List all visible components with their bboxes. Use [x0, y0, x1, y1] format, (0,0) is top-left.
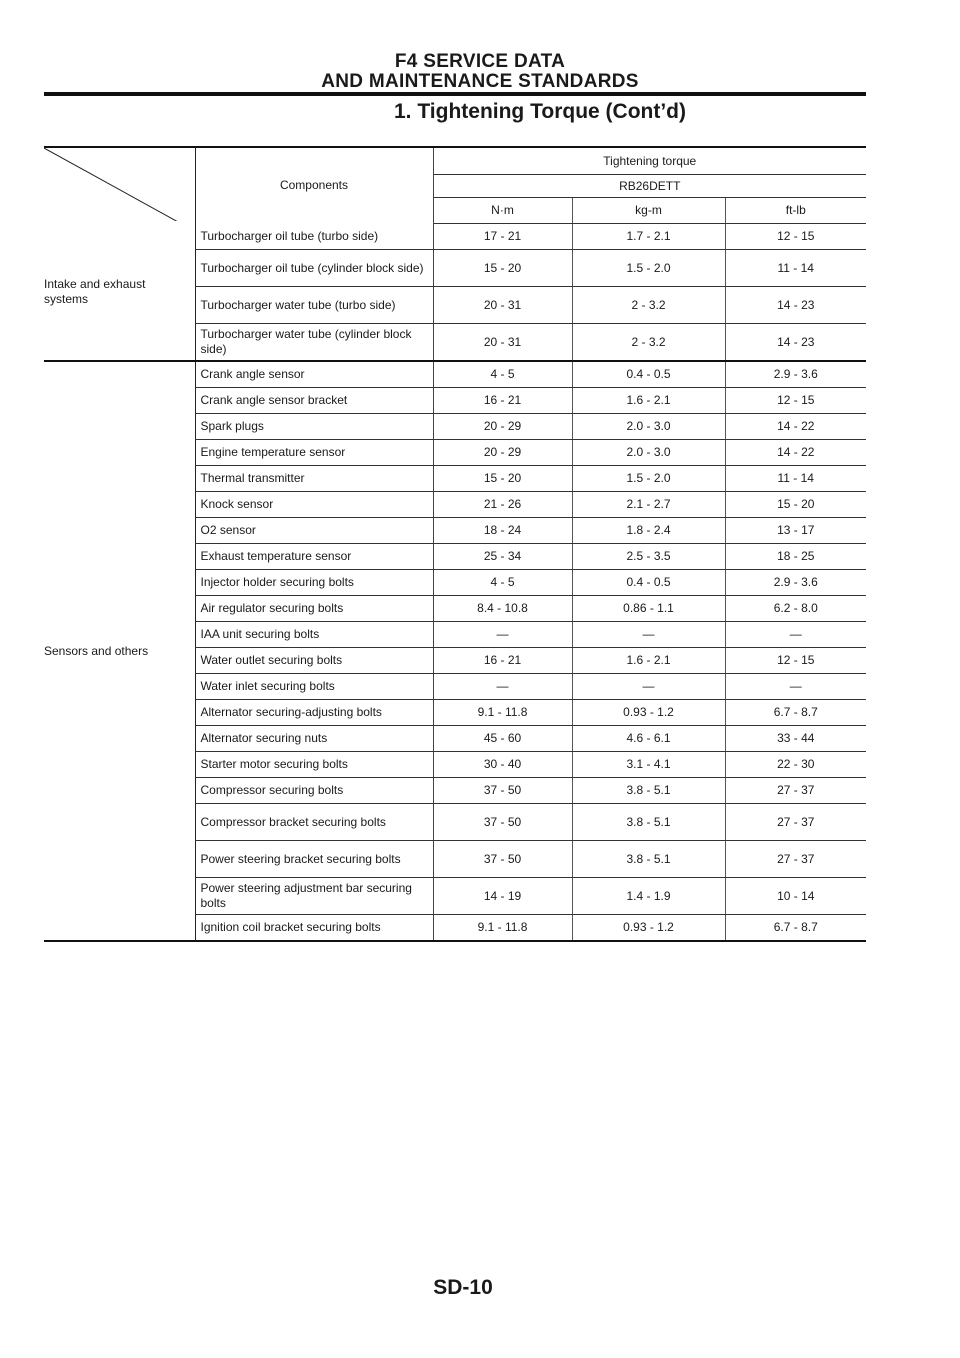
section-title-line2: AND MAINTENANCE STANDARDS	[321, 71, 639, 92]
torque-nm: 37 - 50	[433, 778, 572, 804]
torque-nm: 9.1 - 11.8	[433, 915, 572, 942]
torque-ftlb: 11 - 14	[725, 250, 866, 287]
component-name: Spark plugs	[195, 414, 433, 440]
torque-ftlb: 2.9 - 3.6	[725, 361, 866, 388]
torque-kgm: 0.4 - 0.5	[572, 361, 725, 388]
torque-ftlb: 15 - 20	[725, 492, 866, 518]
torque-nm: 37 - 50	[433, 804, 572, 841]
system-label: Sensors and others	[44, 361, 195, 941]
torque-nm: 15 - 20	[433, 250, 572, 287]
torque-nm: 16 - 21	[433, 388, 572, 414]
component-name: Compressor securing bolts	[195, 778, 433, 804]
component-name: Turbocharger oil tube (cylinder block side)	[195, 250, 433, 287]
torque-nm: 14 - 19	[433, 878, 572, 915]
torque-ftlb: 13 - 17	[725, 518, 866, 544]
torque-ftlb: 27 - 37	[725, 841, 866, 878]
torque-nm: 45 - 60	[433, 726, 572, 752]
page-number: SD-10	[433, 1276, 493, 1299]
component-name: Ignition coil bracket securing bolts	[195, 915, 433, 942]
torque-kgm: 1.6 - 2.1	[572, 388, 725, 414]
torque-ftlb: 12 - 15	[725, 388, 866, 414]
torque-nm: 8.4 - 10.8	[433, 596, 572, 622]
torque-ftlb: 14 - 22	[725, 414, 866, 440]
component-name: Injector holder securing bolts	[195, 570, 433, 596]
torque-nm: 4 - 5	[433, 361, 572, 388]
torque-ftlb: 27 - 37	[725, 804, 866, 841]
component-name: Turbocharger oil tube (turbo side)	[195, 224, 433, 250]
torque-nm: 20 - 31	[433, 287, 572, 324]
component-name: Crank angle sensor bracket	[195, 388, 433, 414]
component-name: Water outlet securing bolts	[195, 648, 433, 674]
torque-ftlb: —	[725, 622, 866, 648]
torque-nm: —	[433, 674, 572, 700]
component-name: Alternator securing-adjusting bolts	[195, 700, 433, 726]
torque-kgm: 0.86 - 1.1	[572, 596, 725, 622]
torque-kgm: 2 - 3.2	[572, 287, 725, 324]
torque-ftlb: 14 - 22	[725, 440, 866, 466]
torque-ftlb: 2.9 - 3.6	[725, 570, 866, 596]
component-name: Engine temperature sensor	[195, 440, 433, 466]
torque-kgm: 1.4 - 1.9	[572, 878, 725, 915]
torque-ftlb: 33 - 44	[725, 726, 866, 752]
torque-kgm: 1.5 - 2.0	[572, 466, 725, 492]
torque-nm: 20 - 29	[433, 414, 572, 440]
component-name: IAA unit securing bolts	[195, 622, 433, 648]
torque-ftlb: 12 - 15	[725, 648, 866, 674]
torque-nm: 21 - 26	[433, 492, 572, 518]
diagonal-line	[44, 148, 195, 221]
torque-kgm: 1.7 - 2.1	[572, 224, 725, 250]
torque-kgm: 1.6 - 2.1	[572, 648, 725, 674]
torque-kgm: 2.0 - 3.0	[572, 414, 725, 440]
system-label: Intake and exhaust systems	[44, 224, 195, 362]
components-header: Components	[195, 147, 433, 224]
torque-nm: 25 - 34	[433, 544, 572, 570]
torque-kgm: 3.8 - 5.1	[572, 841, 725, 878]
torque-table-container	[44, 146, 866, 942]
component-name: Power steering adjustment bar securing bolts	[195, 878, 433, 915]
component-name: Compressor bracket securing bolts	[195, 804, 433, 841]
table-row	[44, 361, 866, 388]
torque-nm: —	[433, 622, 572, 648]
section-title-line1: F4 SERVICE DATA	[394, 51, 566, 72]
torque-kgm: 0.93 - 1.2	[572, 700, 725, 726]
torque-kgm: 1.5 - 2.0	[572, 250, 725, 287]
component-name: Water inlet securing bolts	[195, 674, 433, 700]
unit-header-nm: N·m	[433, 198, 572, 224]
table-body	[44, 224, 866, 942]
component-name: Alternator securing nuts	[195, 726, 433, 752]
torque-ftlb: 10 - 14	[725, 878, 866, 915]
torque-kgm: —	[572, 622, 725, 648]
torque-nm: 30 - 40	[433, 752, 572, 778]
component-name: Starter motor securing bolts	[195, 752, 433, 778]
page-subtitle: 1. Tightening Torque (Cont’d)	[393, 100, 686, 123]
tightening-torque-header: Tightening torque	[433, 147, 866, 175]
header-rule	[44, 92, 866, 96]
torque-ftlb: 22 - 30	[725, 752, 866, 778]
component-name: Turbocharger water tube (turbo side)	[195, 287, 433, 324]
torque-nm: 9.1 - 11.8	[433, 700, 572, 726]
torque-nm: 37 - 50	[433, 841, 572, 878]
torque-kgm: 3.1 - 4.1	[572, 752, 725, 778]
torque-kgm: 2.0 - 3.0	[572, 440, 725, 466]
torque-ftlb: 6.7 - 8.7	[725, 700, 866, 726]
torque-ftlb: 6.2 - 8.0	[725, 596, 866, 622]
unit-header-ftlb: ft-lb	[725, 198, 866, 224]
torque-kgm: 2.5 - 3.5	[572, 544, 725, 570]
torque-ftlb: 18 - 25	[725, 544, 866, 570]
torque-kgm: 3.8 - 5.1	[572, 778, 725, 804]
torque-ftlb: 14 - 23	[725, 324, 866, 362]
torque-kgm: 2.1 - 2.7	[572, 492, 725, 518]
corner-cell	[44, 147, 195, 224]
torque-kgm: 0.93 - 1.2	[572, 915, 725, 942]
torque-ftlb: 27 - 37	[725, 778, 866, 804]
component-name: Turbocharger water tube (cylinder block side)	[195, 324, 433, 362]
header-row	[44, 147, 866, 175]
component-name: Exhaust temperature sensor	[195, 544, 433, 570]
component-name: O2 sensor	[195, 518, 433, 544]
torque-kgm: —	[572, 674, 725, 700]
unit-header-kgm: kg-m	[572, 198, 725, 224]
torque-table	[44, 146, 866, 942]
component-name: Thermal transmitter	[195, 466, 433, 492]
torque-kgm: 0.4 - 0.5	[572, 570, 725, 596]
torque-kgm: 3.8 - 5.1	[572, 804, 725, 841]
torque-ftlb: 6.7 - 8.7	[725, 915, 866, 942]
torque-kgm: 4.6 - 6.1	[572, 726, 725, 752]
torque-nm: 4 - 5	[433, 570, 572, 596]
engine-header: RB26DETT	[433, 175, 866, 198]
torque-ftlb: 11 - 14	[725, 466, 866, 492]
table-row	[44, 224, 866, 250]
torque-nm: 18 - 24	[433, 518, 572, 544]
component-name: Crank angle sensor	[195, 361, 433, 388]
torque-nm: 16 - 21	[433, 648, 572, 674]
torque-ftlb: 12 - 15	[725, 224, 866, 250]
component-name: Power steering bracket securing bolts	[195, 841, 433, 878]
torque-nm: 17 - 21	[433, 224, 572, 250]
torque-nm: 20 - 29	[433, 440, 572, 466]
torque-kgm: 1.8 - 2.4	[572, 518, 725, 544]
torque-nm: 15 - 20	[433, 466, 572, 492]
torque-ftlb: —	[725, 674, 866, 700]
table-head	[44, 147, 866, 224]
component-name: Knock sensor	[195, 492, 433, 518]
torque-kgm: 2 - 3.2	[572, 324, 725, 362]
component-name: Air regulator securing bolts	[195, 596, 433, 622]
torque-ftlb: 14 - 23	[725, 287, 866, 324]
torque-nm: 20 - 31	[433, 324, 572, 362]
